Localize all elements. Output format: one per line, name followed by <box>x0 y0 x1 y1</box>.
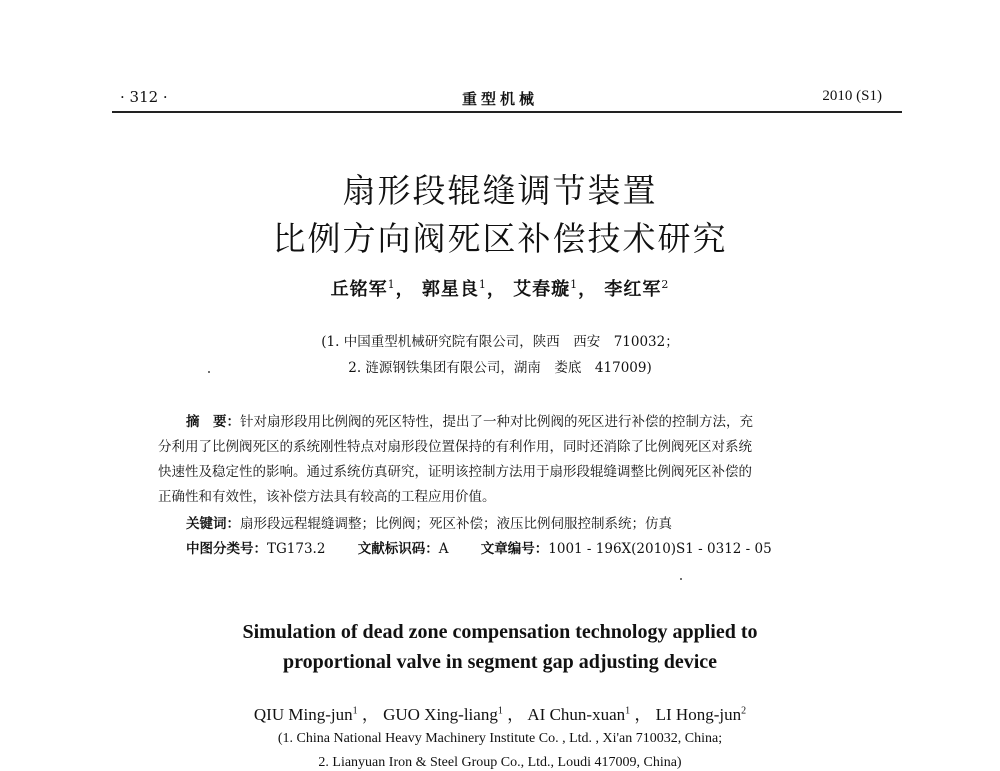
keywords-text: 扇形段远程辊缝调整；比例阀；死区补偿；液压比例伺服控制系统；仿真 <box>240 516 672 532</box>
journal-name: 重型机械 <box>461 90 538 108</box>
author: QIU Ming-jun <box>253 705 353 724</box>
article-no-label: 文章编号： <box>480 541 549 557</box>
author: GUO Xing-liang <box>383 705 498 724</box>
doc-code-label: 文献标识码： <box>357 541 439 557</box>
english-title-line-1: Simulation of dead zone compensation technology applied to <box>242 621 758 643</box>
doc-code-value: A <box>438 541 449 557</box>
issue-year: 2010 (S1) <box>822 88 882 104</box>
clc-label: 中图分类号： <box>186 541 267 557</box>
abstract-line-4: 正确性和有效性，该补偿方法具有较高的工程应用价值。 <box>158 489 496 505</box>
author-sep: ， <box>357 705 379 724</box>
author-list <box>0 275 1000 301</box>
author-aff: 1 <box>570 278 579 291</box>
author: 郭星良 <box>421 279 479 300</box>
english-author-list <box>0 700 1000 725</box>
header-rule <box>112 111 902 113</box>
author: 艾春璇 <box>513 279 571 300</box>
scan-speck <box>680 578 682 580</box>
affiliation-2: 2. 涟源钢铁集团有限公司，湖南 娄底 417009) <box>348 360 652 376</box>
english-affiliation-2: 2. Lianyuan Iron & Steel Group Co., Ltd., Loudi 417009, China) <box>318 755 682 770</box>
author: 丘铭军 <box>330 279 388 300</box>
author-aff: 1 <box>352 705 358 717</box>
author-sep: ， <box>578 279 598 300</box>
classification-line <box>186 537 800 557</box>
page-number: · 312 · <box>120 88 168 106</box>
english-affiliation-1: (1. China National Heavy Machinery Institute Co. , Ltd. , Xi'an 710032, China; <box>277 731 723 746</box>
author-sep: ， <box>395 279 415 300</box>
abstract-label: 摘 要： <box>186 414 240 430</box>
author: LI Hong-jun <box>655 705 742 724</box>
author: 李红军 <box>604 279 662 300</box>
affiliation-1: (1. 中国重型机械研究院有限公司，陕西 西安 710032； <box>321 334 679 350</box>
clc-value: TG173.2 <box>267 541 326 557</box>
author-aff: 1 <box>478 278 487 291</box>
abstract-line-1 <box>158 410 848 435</box>
author-sep: ， <box>630 705 652 724</box>
author-aff: 1 <box>497 705 503 717</box>
article-no-value: 1001 - 196X(2010)S1 - 0312 - 05 <box>548 541 772 557</box>
author-sep: ， <box>486 279 506 300</box>
author: AI Chun-xuan <box>527 705 626 724</box>
english-title-line-2: proportional valve in segment gap adjusting device <box>282 651 718 673</box>
title-line-2: 比例方向阀死区补偿技术研究 <box>272 219 728 258</box>
abstract-text: 针对扇形段用比例阀的死区特性，提出了一种对比例阀的死区进行补偿的控制方法，充 <box>240 414 753 430</box>
author-aff: 1 <box>387 278 396 291</box>
keywords-label: 关键词： <box>186 516 240 532</box>
scan-speck <box>208 371 210 373</box>
abstract-line-2: 分利用了比例阀死区的系统刚性特点对扇形段位置保持的有利作用，同时还消除了比例阀死区对系统 <box>158 439 752 455</box>
author-aff: 2 <box>741 705 747 717</box>
keywords <box>186 512 672 532</box>
author-sep: ， <box>502 705 525 724</box>
author-aff: 1 <box>625 705 631 717</box>
title-line-1: 扇形段辊缝调节装置 <box>342 171 658 210</box>
author-aff: 2 <box>661 278 670 291</box>
abstract-line-3: 快速性及稳定性的影响。通过系统仿真研究，证明该控制方法用于扇形段辊缝调整比例阀死区补偿的 <box>158 464 752 480</box>
